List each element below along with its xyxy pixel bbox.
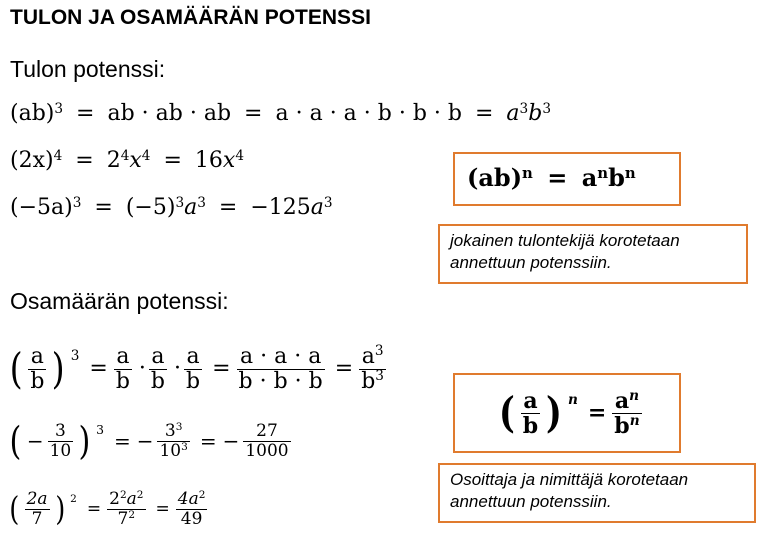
- eq-rhs-num: 4a: [177, 488, 199, 509]
- eq-rhs-a-exp: 3: [519, 100, 529, 117]
- eq-den: b: [30, 368, 45, 394]
- product-heading: Tulon potenssi:: [10, 56, 166, 82]
- rule-a: a: [581, 163, 598, 192]
- eq-mid-den: 10: [159, 440, 182, 461]
- rule-exp: n: [522, 163, 533, 182]
- eq-rhs-num-exp: 3: [374, 343, 384, 359]
- eq-rhs-exp: 4: [235, 147, 244, 164]
- rule-base: (ab): [467, 163, 523, 192]
- eq-mid-num-exp: 3: [175, 420, 183, 433]
- eq-rhs-num: 27: [243, 423, 290, 442]
- eq-den: 10: [49, 440, 72, 461]
- eq-lhs-base: (ab): [10, 101, 55, 126]
- eq-exp: 2: [70, 493, 77, 506]
- eq-mid-exp: 4: [120, 147, 130, 164]
- eq-lhs-exp: 3: [72, 194, 82, 211]
- eq-mid-2: a · a · a · b · b · b: [275, 101, 462, 126]
- eq-f2-den: b: [150, 368, 166, 394]
- eq-num: 2a: [26, 488, 48, 509]
- eq-exp: 3: [96, 421, 104, 437]
- product-equation-2: $(2x)^4 = 2^4x^4 = 16x^4$: [10, 147, 244, 173]
- eq-exp: 3: [70, 347, 80, 364]
- eq-mid-num: 3: [164, 420, 176, 441]
- eq-f2-num: a: [149, 346, 167, 370]
- eq-mid-var: x: [129, 148, 142, 173]
- quotient-rule-box: [453, 373, 681, 453]
- eq-rhs-den-exp: 3: [375, 368, 384, 384]
- eq-mid-base: (−5): [125, 195, 176, 220]
- rule-b-exp: n: [624, 163, 636, 182]
- product-equation-3: $(-5a)^3 = (-5)^3a^3 = -125a^3$: [10, 194, 333, 220]
- eq-mid-var: a: [184, 195, 198, 220]
- eq-sign-2: −: [136, 429, 154, 453]
- eq-mid-den: 7: [117, 508, 129, 529]
- eq-lhs-base: (−5a): [10, 195, 73, 220]
- quotient-equation-2: ( − $\frac{3}{10}$ ) $^3$ = − $\frac{3^3}{10^3}$ = − $\frac{27}{1000}$: [9, 419, 289, 463]
- product-note-text: jokainen tulontekijä korotetaan annettuun potenssiin.: [450, 231, 680, 272]
- eq-rhs-b-exp: 3: [542, 100, 551, 117]
- eq-f1-num: a: [114, 346, 132, 370]
- rule-rhs-den-exp: n: [629, 413, 640, 429]
- eq-rhs-var: a: [310, 195, 324, 220]
- eq-rhs-var: x: [222, 148, 236, 173]
- eq-sign: −: [26, 429, 44, 453]
- quotient-equation-3: ( $\frac{2a}{7}$ ) $^2$ = $\frac{2^2a^2}{7^2}$ = $\frac{4a^2}{49}$: [9, 488, 206, 529]
- eq-rhs-den: 1000: [245, 440, 289, 461]
- eq-mid-base: 2: [106, 148, 121, 173]
- eq-f3-den: b: [186, 368, 201, 394]
- eq-rhs-coef: −125: [250, 195, 311, 220]
- product-rule-formula: $(ab)^n = a^nb^n$: [467, 163, 636, 192]
- quotient-note-text: Osoittaja ja nimittäjä korotetaan annettuun potenssiin.: [450, 470, 689, 511]
- eq-mid-var-exp: 4: [141, 147, 151, 164]
- quotient-note-box: [438, 463, 756, 523]
- eq-rhs-b: b: [528, 101, 543, 126]
- eq-num: 3: [48, 423, 74, 442]
- eq-prod-den: b · b · b: [238, 368, 323, 394]
- quotient-rule-formula: ( $\frac{a}{b}$ ) $^n$ = $\frac{a^n}{b^n}$: [498, 387, 640, 439]
- eq-rhs-den: 49: [180, 508, 203, 529]
- product-rule-box: [453, 152, 681, 206]
- eq-rhs-num: a: [361, 343, 375, 369]
- eq-rhs-exp: 3: [323, 194, 333, 211]
- eq-mid-den-exp: 2: [128, 508, 136, 521]
- eq-num: a: [28, 346, 46, 370]
- eq-lhs-exp: 3: [54, 100, 64, 117]
- eq-lhs-base: (2x): [10, 148, 54, 173]
- eq-prod-num: a · a · a: [237, 346, 325, 370]
- eq-f3-num: a: [184, 346, 202, 370]
- eq-rhs-num-exp: 2: [198, 488, 206, 501]
- eq-rhs-den: b: [361, 368, 376, 394]
- eq-lhs-exp: 4: [53, 147, 63, 164]
- eq-mid-num-exp: 2: [119, 488, 127, 501]
- page-title: TULON JA OSAMÄÄRÄN POTENSSI: [10, 6, 371, 29]
- eq-mid-num-var-exp: 2: [136, 488, 144, 501]
- quotient-equation-1: ( $\frac{a}{b}$ ) $^3$ = $\frac{a}{b}$ · $\frac{a}{b}$ · $\frac{a}{b}$ = $\frac{a \cdot a \cdot a}{b \cdot b \cdot b}$ = $\frac{a^3}{b^3}$: [9, 343, 384, 394]
- eq-mid-num-base: 2: [109, 488, 120, 509]
- quotient-heading: Osamäärän potenssi:: [10, 288, 229, 314]
- rule-den: b: [522, 412, 539, 439]
- product-note-box: [438, 224, 748, 284]
- rule-num: a: [521, 390, 540, 414]
- rule-rhs-num: a: [614, 387, 630, 414]
- rule-rhs-den: b: [614, 412, 630, 439]
- rule-rhs-num-exp: n: [629, 388, 640, 404]
- eq-f1-den: b: [115, 368, 130, 394]
- eq-den: 7: [31, 508, 43, 529]
- eq-mid-var-exp: 3: [197, 194, 206, 211]
- product-equation-1: (ab)$^3$ = ab · ab · ab = $a \cdot a \cdot a \cdot b \cdot b \cdot b = a^3b^3$: [10, 100, 551, 126]
- eq-mid-den-exp: 3: [181, 440, 188, 453]
- eq-rhs-coef: 16: [194, 148, 223, 173]
- rule-exp: n: [567, 391, 578, 408]
- eq-mid-1: ab · ab · ab: [107, 101, 232, 126]
- eq-rhs-a: a: [506, 101, 520, 126]
- eq-mid-exp: 3: [175, 194, 185, 211]
- rule-a-exp: n: [597, 163, 609, 182]
- eq-sign-3: −: [222, 429, 240, 453]
- rule-b: b: [608, 163, 625, 192]
- eq-mid-num-var: a: [126, 488, 137, 509]
